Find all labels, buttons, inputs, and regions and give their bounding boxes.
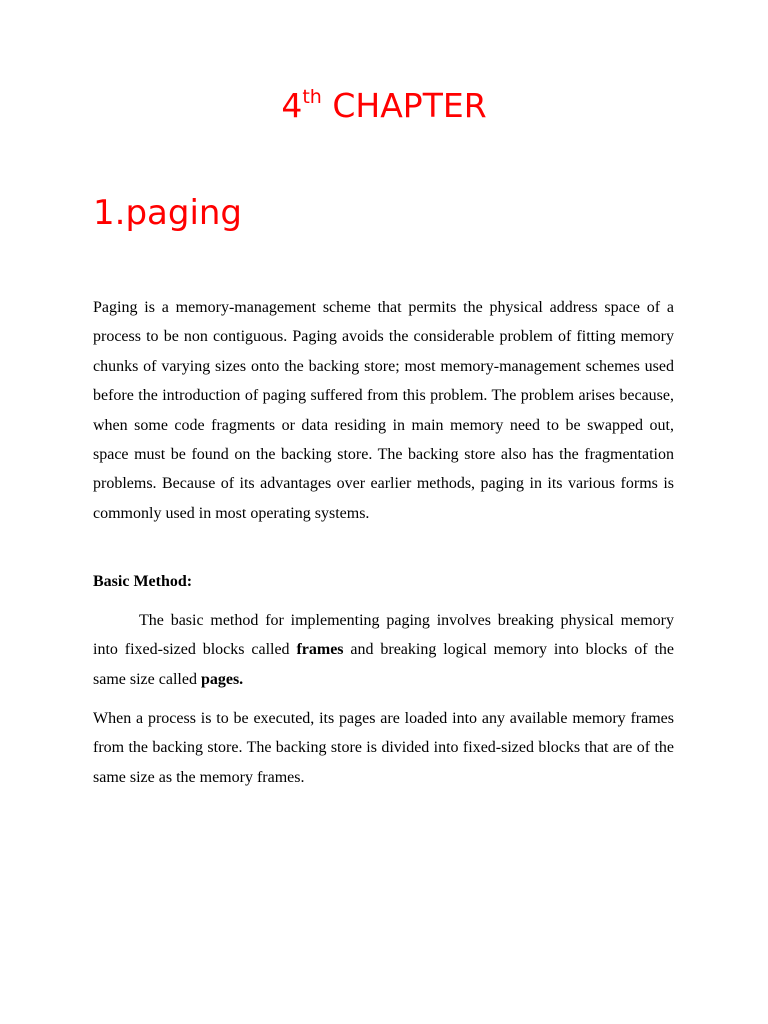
chapter-number: 4: [281, 86, 303, 125]
paragraph-paging-intro: Paging is a memory-management scheme that permits the physical address space of a process to be non contiguous. Paging avoids the considerable problem of fitting memory chunks of varying sizes onto the backing store; most memory-management schemes used before the introduction of paging suffered from this problem. The problem arises because, when some code fragments or data residing in main memory need to be swapped out, space must be found on the backing store. The backing store also has the fragmentation problems. Because of its advantages over earlier methods, paging in its various forms is commonly used in most operating systems.: [93, 299, 674, 522]
chapter-label: CHAPTER: [332, 86, 487, 125]
paragraph-basic-method-text-1: The basic method for implementing paging involves breaking physical memory into fixed-sized blocks called: [93, 612, 674, 659]
term-frames: frames: [296, 641, 344, 659]
paragraph-basic-method-text-2: and breaking logical memory into blocks of the same size called: [93, 641, 674, 688]
paragraph-process-execution: When a process is to be executed, its pages are loaded into any available memory frames from the backing store. The backing store is divided into fixed-sized blocks that are of the same size as the memory frames.: [93, 710, 674, 786]
paragraph-basic-method: [93, 606, 674, 694]
chapter-number-suffix: th: [302, 86, 322, 108]
term-pages: pages.: [200, 670, 244, 688]
basic-method-heading: Basic Method:: [93, 573, 193, 590]
chapter-title: [0, 86, 768, 126]
section-title: 1.paging: [93, 193, 243, 233]
